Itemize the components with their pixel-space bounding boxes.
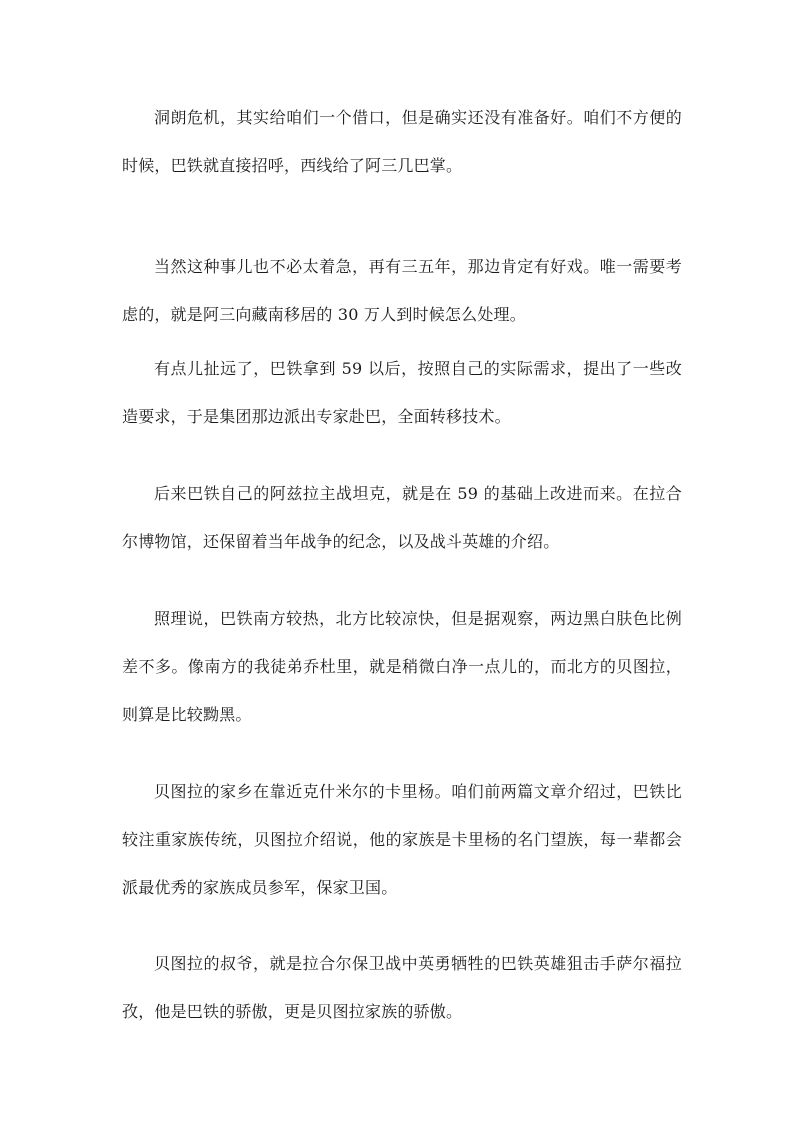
- paragraph-2: 当然这种事儿也不必太着急，再有三五年，那边肯定有好戏。唯一需要考虑的，就是阿三向藏南移居的 30 万人到时候怎么处理。: [122, 257, 682, 324]
- paragraph-1: 洞朗危机，其实给咱们一个借口，但是确实还没有准备好。咱们不方便的时候，巴铁就直接招呼，西线给了阿三几巴掌。: [122, 108, 682, 175]
- paragraph-7: 贝图拉的叔爷，就是拉合尔保卫战中英勇牺牲的巴铁英雄狙击手萨尔福拉孜，他是巴铁的骄傲，更是贝图拉家族的骄傲。: [122, 954, 682, 1021]
- paragraph-6: 贝图拉的家乡在靠近克什米尔的卡里杨。咱们前两篇文章介绍过，巴铁比较注重家族传统，贝图拉介绍说，他的家族是卡里杨的名门望族，每一辈都会派最优秀的家族成员参军，保家卫国。: [122, 782, 682, 897]
- paragraph-3: 有点儿扯远了，巴铁拿到 59 以后，按照自己的实际需求，提出了一些改造要求，于是集团那边派出专家赴巴，全面转移技术。: [122, 359, 682, 426]
- paragraph-4: 后来巴铁自己的阿兹拉主战坦克，就是在 59 的基础上改进而来。在拉合尔博物馆，还保留着当年战争的纪念，以及战斗英雄的介绍。: [122, 484, 682, 551]
- paragraph-5: 照理说，巴铁南方较热，北方比较凉快，但是据观察，两边黑白肤色比例差不多。像南方的我徒弟乔杜里，就是稍微白净一点儿的，而北方的贝图拉，则算是比较黝黑。: [122, 609, 682, 724]
